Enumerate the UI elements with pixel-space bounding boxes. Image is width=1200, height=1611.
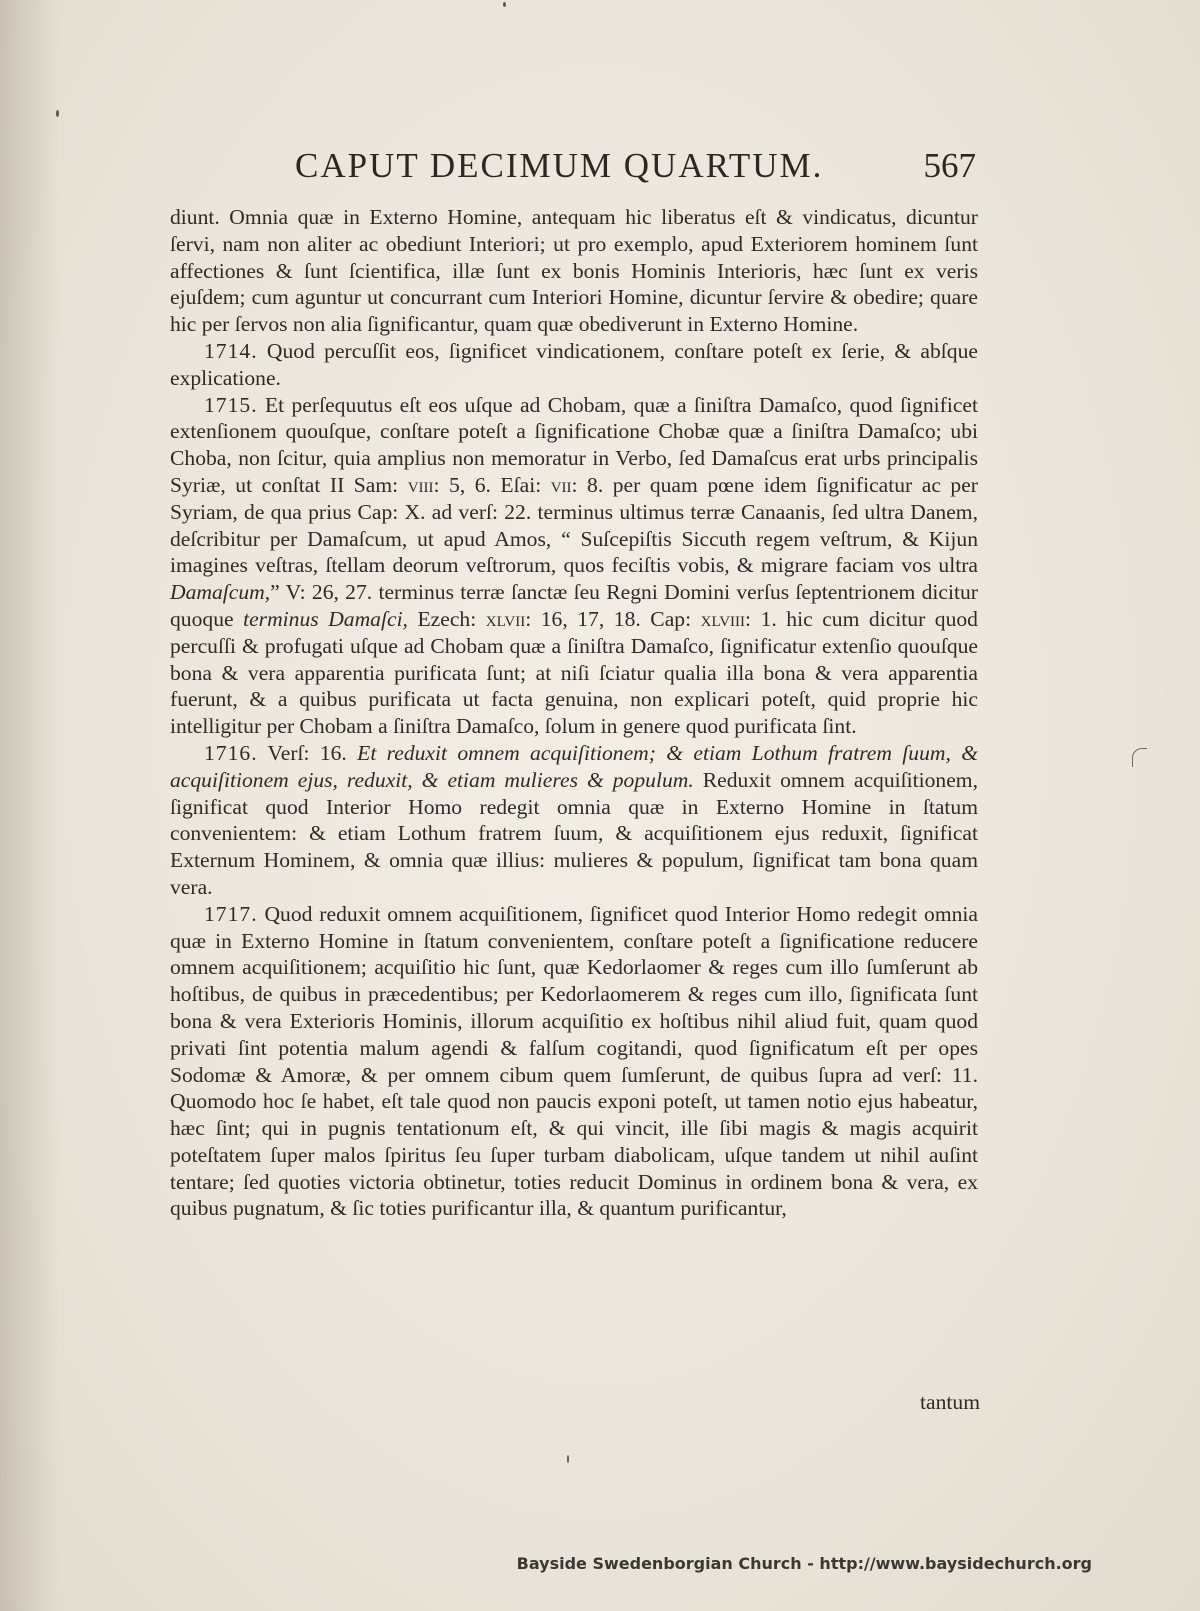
paper-speck (567, 1455, 569, 1463)
chapter-reference: xlvii (485, 606, 526, 631)
paragraph-1715 (170, 392, 978, 740)
paragraph-text: Quod reduxit omnem acquiſitionem, ſignificet quod Interior Homo redegit omnia quæ in Externo Homine in ſtatum convenientem, conſtare poteſt a ſignificatione reducere omnem acquiſitionem; acquiſitio hic ſunt, quæ Kedorlaomer & reges cum illo ſumſerunt ab hoſtibus, de quibus in præcedentibus; per Kedorlaomerem & reges cum illo, ſignificata ſunt bona & vera Exterioris Hominis, illorum acquiſitio ex hoſtibus nihil aliud fuit, quam quod privati ſint potentia malum agendi & falſum cogitandi, quod ſignificatum eſt per opes Sodomæ & Amoræ, & per omnem cibum quem ſumſerunt, de quibus ſupra ad verſ: 11. Quomodo hoc ſe habet, eſt tale quod non paucis exponi poteſt, ut tamen notio ejus habeatur, hæc ſint; qui in pugnis tentationum eſt, & qui vincit, ille ſibi magis & magis acquirit poteſtatem ſuper malos ſpiritus ſeu ſuper turbam diabolicam, uſque tandem ut nihil auſint tentare; ſed quoties victoria obtinetur, toties reducit Dominus in ordinem bona & vera, ex quibus pugnatum, & ſic toties purificantur illa, & quantum purificantur, (170, 901, 978, 1221)
italic-phrase: terminus Damaſci, (243, 606, 408, 631)
chapter-reference: viii (407, 472, 434, 497)
paragraph-number: 1717. (204, 901, 258, 926)
paragraph-number: 1714. (204, 338, 258, 363)
paragraph-continuation (170, 204, 978, 338)
paragraph-text: : 1. hic cum dicitur quod percuſſi & profugati uſque ad Chobam quæ a ſiniſtra Damaſco, ſignificatur extenſio quouſque bona & vera apparentia purificata ſunt; at niſi ſciatur qualia illa bona & vera apparentia fuerunt, & a quibus purificata ut facta genuina, non explicari poteſt, quid proprie hic intelligitur per Chobam a ſiniſtra Damaſco, ſolum in genere quod purificata ſint. (170, 606, 978, 739)
paragraph-text: Quod percuſſit eos, ſignificet vindicationem, conſtare poteſt ex ſerie, & abſque explicatione. (170, 338, 978, 390)
paragraph-text: Verſ: 16. (267, 740, 358, 765)
paragraph-text: Ezech: (407, 606, 486, 631)
margin-pencil-mark (1132, 748, 1147, 767)
body-text (170, 204, 978, 1419)
watermark-text: Bayside Swedenborgian Church - http://www.baysidechurch.org (516, 1554, 1092, 1573)
chapter-reference: xlviii (700, 606, 746, 631)
paragraph-1716 (170, 740, 978, 901)
paragraph-text: : 8. per quam pœne idem ſignificatur ac per Syriam, de qua prius Cap: X. ad verſ: 22. terminus ultimus terræ Canaanis, ſed ultra Danem, deſcribitur per Damaſcum, ut apud Amos, “ Suſcepiſtis Siccuth regem veſtrum, & Kijun imagines veſtras, ſtellam deorum veſtrorum, quos feciſtis vobis, & migrare faciam vos ultra (170, 472, 978, 578)
paper-speck (503, 2, 506, 7)
paper-speck (56, 110, 59, 117)
paragraph-text: : 16, 17, 18. Cap: (525, 606, 701, 631)
italic-verse: Et reduxit omnem acquiſitionem; & etiam Lothum fratrem ſuum, & acquiſitionem ejus, reduxit, & etiam mulieres & populum. (170, 740, 978, 792)
paragraph-1714 (170, 338, 978, 392)
chapter-reference: vii (550, 472, 572, 497)
paragraph-text: diunt. Omnia quæ in Externo Homine, antequam hic liberatus eſt & vindicatus, dicuntur ſervi, nam non aliter ac obediunt Interiori; ut pro exemplo, apud Exteriorem hominem ſunt affectiones & ſunt ſcientifica, illæ ſunt ex bonis Hominis Interioris, hæc ſunt ex veris ejuſdem; cum aguntur ut concurrant cum Interiori Homine, dicuntur ſervire & obedire; quare hic per ſervos non alia ſignificantur, quam quæ obediverunt in Externo Homine. (170, 205, 978, 337)
page-header (170, 138, 990, 198)
paragraph-text: : 5, 6. Eſai: (433, 472, 551, 497)
catchword: tantum (920, 1390, 980, 1414)
italic-phrase: Damaſcum, (170, 580, 271, 605)
paragraph-text: ” V: 26, 27. terminus terræ ſanctæ ſeu Regni Domini verſus ſeptentrionem dicitur quoque (170, 580, 978, 631)
paragraph-number: 1716. (204, 740, 258, 765)
page-number: 567 (923, 146, 976, 185)
running-title: CAPUT DECIMUM QUARTUM. (295, 146, 824, 185)
paragraph-1717 (170, 901, 978, 1223)
paragraph-text: Et perſequutus eſt eos uſque ad Chobam, quæ a ſiniſtra Damaſco, quod ſignificet extenſionem quouſque, conſtare poteſt a ſignificatione Chobæ quæ a ſiniſtra Damaſco; ubi Choba, non ſcitur, quia amplius non memoratur in Verbo, ſed Damaſcus erat urbs principalis Syriæ, ut conſtat II Sam: (170, 392, 979, 497)
paragraph-number: 1715. (204, 392, 258, 417)
gutter-shadow (0, 0, 60, 1611)
paragraph-text: Reduxit omnem acquiſitionem, ſignificat quod Interior Homo redegit omnia quæ in Externo Homine in ſtatum convenientem: & etiam Lothum fratrem ſuum, & acquiſitionem ejus reduxit, ſignificat Externum Hominem, & omnia quæ illius: mulieres & populum, ſignificat tam bona quam vera. (170, 767, 978, 899)
